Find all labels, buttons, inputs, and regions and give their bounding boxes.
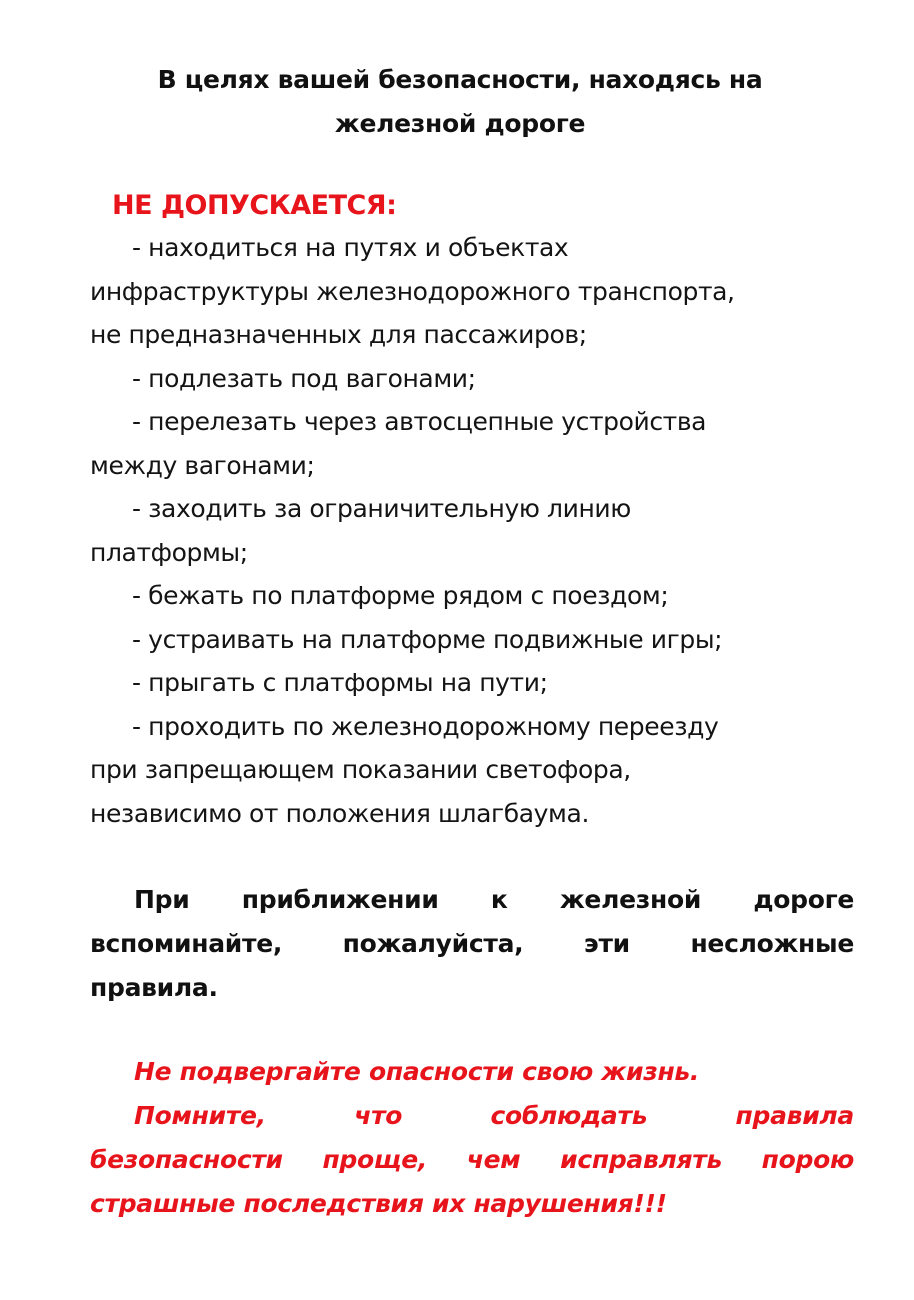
warning-line: Помните, что соблюдать правила	[134, 1101, 854, 1130]
list-item-line: - проходить по железнодорожному переезду	[132, 712, 719, 741]
forbidden-heading: НЕ ДОПУСКАЕТСЯ:	[112, 190, 397, 221]
reminder-line: правила.	[90, 973, 218, 1002]
list-item-line: при запрещающем показании светофора,	[90, 755, 631, 784]
list-item-line: - заходить за ограничительную линию	[132, 494, 631, 523]
list-item-line: независимо от положения шлагбаума.	[90, 799, 589, 828]
warning-line: безопасности проще, чем исправлять порою	[90, 1145, 854, 1174]
list-item-line: не предназначенных для пассажиров;	[90, 320, 587, 349]
page-title	[100, 58, 820, 146]
list-item-line: - находиться на путях и объектах	[132, 233, 569, 262]
warning-line: Не подвергайте опасности свою жизнь.	[134, 1057, 700, 1086]
list-item-line: - перелезать через автосцепные устройства	[132, 407, 707, 436]
title-line: В целях вашей безопасности, находясь на	[157, 65, 763, 94]
list-item-line: - прыгать с платформы на пути;	[132, 668, 548, 697]
reminder-paragraph	[90, 878, 854, 1010]
list-item-line: между вагонами;	[90, 451, 315, 480]
list-item-line: - устраивать на платформе подвижные игры;	[132, 625, 723, 654]
title-line: железной дороге	[334, 109, 586, 138]
reminder-line: При приближении к железной дороге	[134, 885, 854, 914]
list-item-line: инфраструктуры железнодорожного транспорта,	[90, 277, 735, 306]
list-item-line: - подлезать под вагонами;	[132, 364, 476, 393]
reminder-line: вспоминайте, пожалуйста, эти несложные	[90, 929, 854, 958]
list-item-line: - бежать по платформе рядом с поездом;	[132, 581, 669, 610]
warning-paragraph	[90, 1050, 854, 1226]
warning-line: страшные последствия их нарушения!!!	[90, 1189, 667, 1218]
list-item-line: платформы;	[90, 538, 248, 567]
